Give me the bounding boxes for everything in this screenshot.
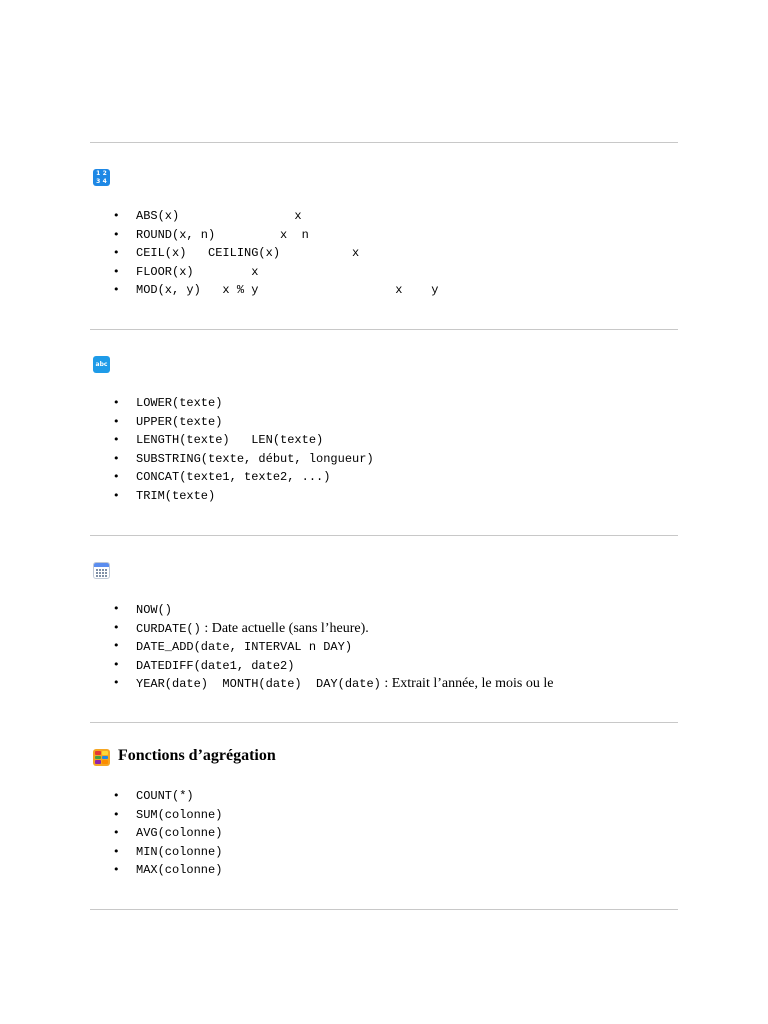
list-item: • SUM(colonne) (113, 806, 222, 825)
divider (90, 535, 678, 536)
function-code: CURDATE() (136, 621, 201, 636)
list-item (113, 619, 553, 638)
list-item (113, 656, 553, 675)
function-description: : Date actuelle (sans l’heure). (200, 620, 369, 636)
list-item: • MOD(x, y) x % y x y (113, 281, 438, 300)
list-item: • SUBSTRING(texte, début, longueur) (113, 450, 374, 469)
list-item: • COUNT(*) (113, 787, 222, 806)
text-functions-list (113, 394, 374, 505)
list-item: • FLOOR(x) x (113, 263, 438, 282)
function-code: YEAR(date) MONTH(date) DAY(date) (136, 677, 381, 691)
list-item: • MAX(colonne) (113, 861, 222, 880)
numeric-functions-list (113, 207, 438, 300)
list-item: • AVG(colonne) (113, 824, 222, 843)
numbers-1234-icon: 1 2 3 4 (93, 169, 110, 186)
list-item: • ABS(x) x (113, 207, 438, 226)
date-functions-list (113, 600, 553, 693)
list-item: • MIN(colonne) (113, 843, 222, 862)
function-code: DATE_ADD(date, INTERVAL n DAY) (136, 640, 353, 654)
divider (90, 722, 678, 723)
list-item (113, 637, 553, 656)
list-item: • CEIL(x) CEILING(x) x (113, 244, 438, 263)
list-item: • TRIM(texte) (113, 487, 374, 506)
function-description: : Extrait l’année, le mois ou le (380, 676, 554, 691)
divider (90, 329, 678, 330)
aggregation-chart-icon (93, 749, 110, 766)
function-code: DATEDIFF(date1, date2) (136, 658, 295, 673)
function-code: NOW() (136, 603, 173, 617)
divider (90, 142, 678, 143)
calendar-icon (93, 562, 110, 579)
list-item: • CONCAT(texte1, texte2, ...) (113, 468, 374, 487)
list-item: • LENGTH(texte) LEN(texte) (113, 431, 374, 450)
list-item (113, 674, 553, 693)
aggregation-functions-list (113, 787, 222, 880)
list-item: • LOWER(texte) (113, 394, 374, 413)
divider (90, 909, 678, 910)
list-item: • UPPER(texte) (113, 413, 374, 432)
section-heading: Fonctions d’agrégation (118, 747, 276, 764)
list-item (113, 600, 553, 619)
abc-text-icon: abc (93, 356, 110, 373)
list-item: • ROUND(x, n) x n (113, 226, 438, 245)
